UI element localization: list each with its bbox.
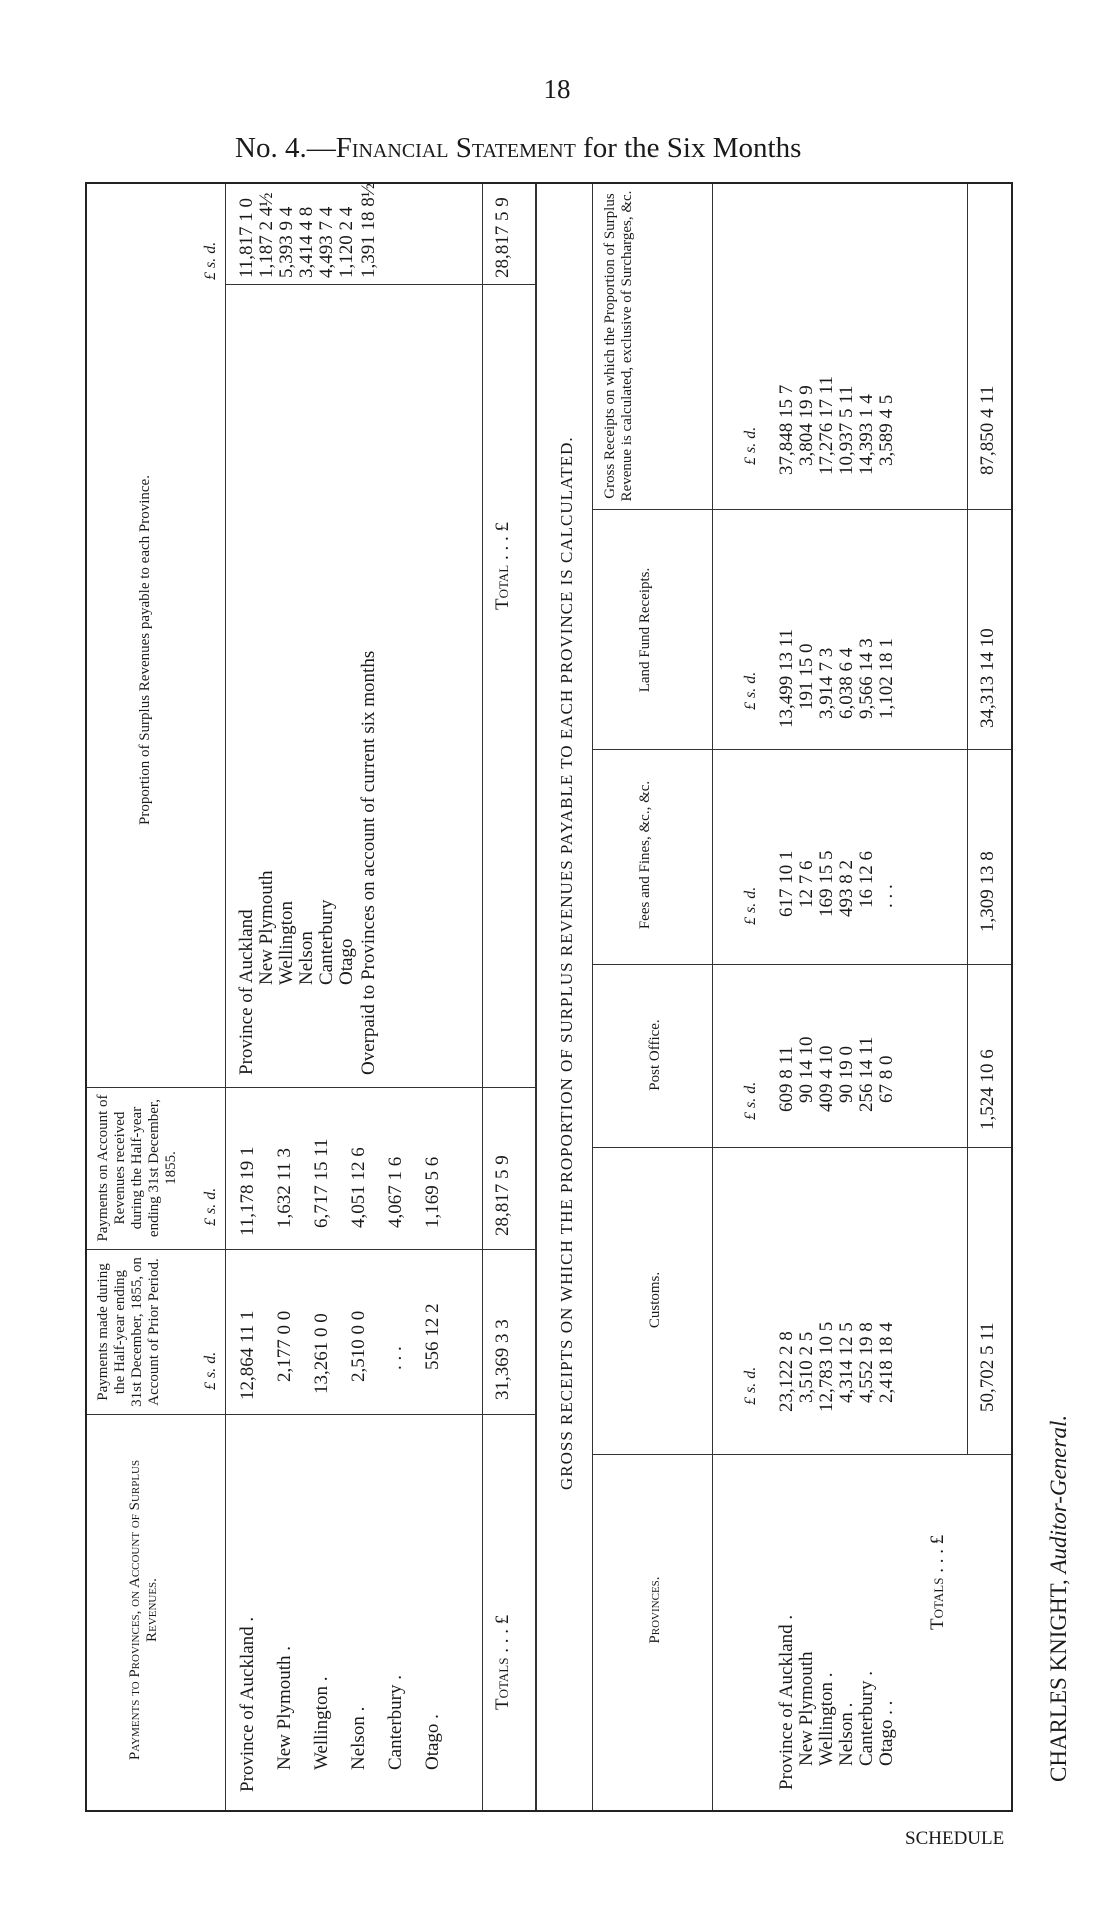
proportion-amount-canterbury: 4,493 7 4 <box>316 206 337 278</box>
fees-total: 1,309 13 8 <box>977 851 998 932</box>
schedule-catchword: SCHEDULE <box>905 1828 1005 1849</box>
customs-units: £ s. d. <box>742 1366 759 1405</box>
prior-otago: 556 12 2 <box>422 1303 443 1370</box>
post-canterbury: 256 14 11 <box>856 1036 877 1112</box>
fees-units: £ s. d. <box>742 886 759 925</box>
post-wellington: 409 4 10 <box>816 1045 837 1112</box>
payments-province-new-plymouth: New Plymouth . <box>274 1645 295 1770</box>
signature <box>1046 782 1072 1782</box>
title-prefix: No. 4.— <box>235 132 336 164</box>
fees-otago: . . . <box>876 884 897 908</box>
gross-col-sep-4 <box>592 749 1011 750</box>
gross-otago: 3,589 4 5 <box>876 394 897 466</box>
gross-wellington: 17,276 17 11 <box>816 375 837 475</box>
col-sep-2 <box>87 1249 537 1250</box>
fees-auckland: 617 10 1 <box>776 850 797 917</box>
post-auckland: 609 8 11 <box>776 1046 797 1112</box>
header-gross-receipts: Gross Receipts on which the Proportion of Surplus Revenue is calculated, exclusive of Surcharges, &c. <box>602 190 635 502</box>
customs-auckland: 23,122 2 8 <box>776 1331 797 1412</box>
gross-totals-rule <box>967 184 968 1455</box>
post-units: £ s. d. <box>742 1081 759 1120</box>
proportion-amount-new-plymouth: 1,187 2 4½ <box>256 192 277 278</box>
proportion-total-label: Total . . . £ <box>492 522 513 610</box>
gross-units: £ s. d. <box>742 426 759 465</box>
land-auckland: 13,499 13 11 <box>776 628 797 728</box>
header-prior-period: Payments made during the Half-year ending 31st December, 1855, on Account of Prior Period. <box>95 1257 162 1407</box>
gross-province-otago: Otago . . <box>876 1700 897 1766</box>
gross-header-rule <box>712 184 713 1810</box>
page-number: 18 <box>543 74 571 104</box>
proportion-auckland: Province of Auckland <box>236 909 257 1075</box>
current-wellington: 6,717 15 11 <box>311 1138 332 1228</box>
gross-col-sep-5 <box>592 509 1011 510</box>
fees-new-plymouth: 12 7 6 <box>796 860 817 908</box>
payments-totals-label: Totals . . . £ <box>492 1614 513 1710</box>
rotated-statement <box>87 184 1011 1810</box>
header-land-fund: Land Fund Receipts. <box>637 567 653 693</box>
customs-total: 50,702 5 11 <box>977 1322 998 1412</box>
payments-province-wellington: Wellington . <box>311 1676 332 1770</box>
land-otago: 1,102 18 1 <box>876 638 897 719</box>
customs-new-plymouth: 3,510 2 5 <box>796 1331 817 1403</box>
post-otago: 67 8 0 <box>876 1055 897 1103</box>
header-rule <box>225 184 226 1810</box>
current-new-plymouth: 1,632 11 3 <box>274 1147 295 1228</box>
gross-receipts-banner: GROSS RECEIPTS ON WHICH THE PROPORTION OF SURPLUS REVENUES PAYABLE TO EACH PROVINCE IS CALCULATED. <box>557 436 576 1490</box>
signature-title: Auditor-General. <box>1046 1414 1071 1574</box>
customs-otago: 2,418 18 4 <box>876 1322 897 1403</box>
gross-province-new-plymouth: New Plymouth <box>796 1651 817 1766</box>
land-total: 34,313 14 10 <box>977 628 998 728</box>
payments-province-nelson: Nelson . <box>348 1706 369 1770</box>
gross-province-canterbury: Canterbury . <box>856 1671 877 1766</box>
title-main: Financial Statement <box>335 132 576 164</box>
land-nelson: 6,038 6 4 <box>836 647 857 719</box>
land-canterbury: 9,566 14 3 <box>856 638 877 719</box>
prior-wellington: 13,261 0 0 <box>311 1313 332 1394</box>
gross-col-sep-1 <box>592 1454 1011 1455</box>
prior-new-plymouth: 2,177 0 0 <box>274 1310 295 1382</box>
customs-wellington: 12,783 10 5 <box>816 1321 837 1412</box>
col-sep-3 <box>87 1087 537 1088</box>
header-payments-provinces: Payments to Provinces, on Account of Surplus Revenues. <box>127 1459 160 1761</box>
proportion-amount-wellington: 5,393 9 4 <box>276 206 297 278</box>
gross-nelson: 10,937 5 11 <box>836 385 857 475</box>
proportion-new-plymouth: New Plymouth <box>256 870 277 985</box>
header-fees-fines: Fees and Fines, &c., &c. <box>637 780 653 930</box>
gross-new-plymouth: 3,804 19 9 <box>796 385 817 466</box>
proportion-canterbury: Canterbury <box>316 899 337 985</box>
totals-rule <box>482 184 483 1810</box>
title-suffix: for the Six Months <box>575 132 802 164</box>
proportion-otago: Otago <box>336 938 357 985</box>
payments-province-canterbury: Canterbury . <box>385 1675 406 1770</box>
gross-totals-label: Totals . . . £ <box>927 1534 948 1630</box>
gross-canterbury: 14,393 1 4 <box>856 394 877 475</box>
current-nelson: 4,051 12 6 <box>348 1147 369 1228</box>
proportion-amount-nelson: 3,414 4 8 <box>296 206 317 278</box>
payments-province-otago: Otago . <box>422 1714 443 1770</box>
gross-auckland: 37,848 15 7 <box>776 384 797 475</box>
prior-canterbury: . . . <box>385 1346 406 1370</box>
proportion-amount-auckland: 11,817 1 0 <box>236 197 257 278</box>
header-current-period: Payments on Account of Revenues received during the Half-year ending 31st December, 1855. <box>95 1094 179 1242</box>
land-units: £ s. d. <box>742 671 759 710</box>
proportion-nelson: Nelson <box>296 931 317 985</box>
gross-province-wellington: Wellington . <box>816 1672 837 1766</box>
current-total: 28,817 5 9 <box>492 1155 513 1236</box>
col-sep-4 <box>225 284 537 285</box>
header-customs: Customs. <box>647 1271 663 1329</box>
prior-total: 31,369 3 3 <box>492 1319 513 1400</box>
post-total: 1,524 10 6 <box>977 1049 998 1130</box>
customs-nelson: 4,314 12 5 <box>836 1322 857 1403</box>
fees-nelson: 493 8 2 <box>836 860 857 917</box>
current-otago: 1,169 5 6 <box>422 1156 443 1228</box>
post-new-plymouth: 90 14 10 <box>796 1036 817 1103</box>
proportion-wellington: Wellington <box>276 901 297 985</box>
fees-canterbury: 16 12 6 <box>856 851 877 908</box>
land-wellington: 3,914 7 3 <box>816 647 837 719</box>
payments-province-auckland: Province of Auckland . <box>237 1616 258 1792</box>
land-new-plymouth: 191 15 0 <box>796 643 817 710</box>
prior-auckland: 12,864 11 1 <box>237 1310 258 1400</box>
proportion-total: 28,817 5 9 <box>492 197 513 278</box>
current-units: £ s. d. <box>202 1187 219 1226</box>
page-title <box>235 132 801 165</box>
banner-rule <box>592 184 593 1810</box>
proportion-amount-otago: 1,120 2 4 <box>336 206 357 278</box>
prior-units: £ s. d. <box>202 1351 219 1390</box>
current-auckland: 11,178 19 1 <box>237 1146 258 1236</box>
gross-total: 87,850 4 11 <box>977 385 998 475</box>
fees-wellington: 169 15 5 <box>816 850 837 917</box>
gross-province-auckland: Province of Auckland . <box>776 1614 797 1790</box>
prior-nelson: 2,510 0 0 <box>348 1310 369 1382</box>
customs-canterbury: 4,552 19 8 <box>856 1322 877 1403</box>
gross-province-nelson: Nelson . <box>836 1702 857 1766</box>
header-gross-provinces: Provinces. <box>647 1576 663 1644</box>
proportion-amount-overpaid: 1,391 18 8½ <box>358 183 379 278</box>
signature-name: CHARLES KNIGHT, <box>1046 1579 1071 1782</box>
col-sep-1 <box>87 1414 537 1415</box>
header-proportion: Proportion of Surplus Revenues payable to each Province. <box>137 475 153 825</box>
gross-col-sep-3 <box>592 964 1011 965</box>
block-divider <box>535 184 537 1810</box>
gross-col-sep-2 <box>592 1147 1011 1148</box>
post-nelson: 90 19 0 <box>836 1046 857 1103</box>
header-post-office: Post Office. <box>647 1019 663 1091</box>
proportion-units: £ s. d. <box>202 241 219 280</box>
proportion-overpaid: Overpaid to Provinces on account of current six months <box>358 650 379 1075</box>
current-canterbury: 4,067 1 6 <box>385 1156 406 1228</box>
